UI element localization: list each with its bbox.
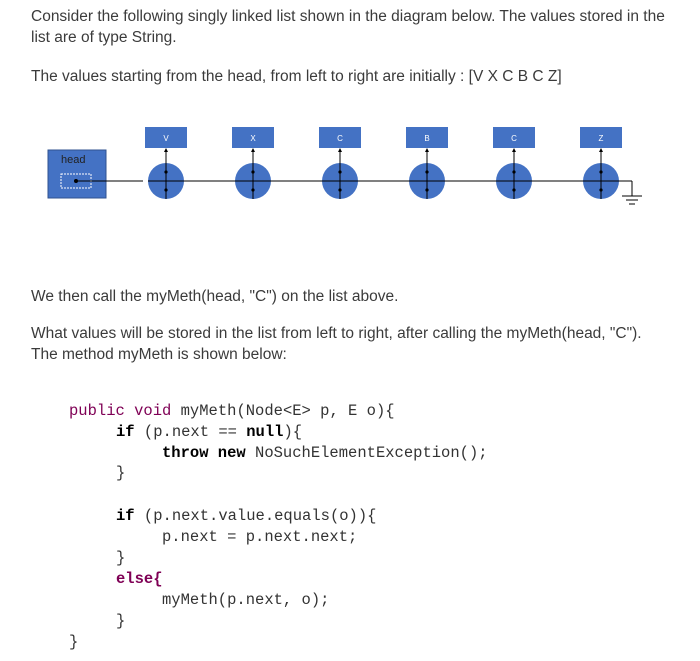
code-line-4: }	[116, 464, 126, 482]
node-value-label: B	[424, 134, 430, 143]
code-line-5: if (p.next.value.equals(o)){	[116, 507, 377, 525]
value-dot	[512, 170, 515, 173]
list-node	[406, 127, 496, 199]
next-dot	[164, 188, 167, 191]
value-dot	[599, 170, 602, 173]
code-line-9: myMeth(p.next, o);	[162, 591, 330, 609]
code-line-1: public void myMeth(Node<E> p, E o){	[69, 402, 395, 420]
value-dot	[425, 170, 428, 173]
arrow-head	[338, 148, 342, 152]
code-line-11: }	[69, 633, 79, 651]
question-text: What values will be stored in the list from left to right, after calling the myMeth(head, "C"). The method myMeth is shown below:	[31, 325, 642, 363]
list-node	[232, 127, 322, 199]
intro-text: Consider the following singly linked list shown in the diagram below. The values stored in the list are of type String.	[31, 8, 665, 46]
next-dot	[599, 188, 602, 191]
list-node	[145, 127, 235, 199]
node-value-label: V	[163, 134, 169, 143]
node-value-label: Z	[598, 134, 604, 143]
node-value-label: C	[511, 134, 517, 143]
head-label: head	[61, 154, 86, 166]
code-line-7: }	[116, 549, 126, 567]
list-node	[580, 127, 622, 199]
arrow-head	[599, 148, 603, 152]
arrow-head	[425, 148, 429, 152]
list-node	[319, 127, 409, 199]
next-dot	[425, 188, 428, 191]
linked-list-diagram	[0, 118, 700, 218]
code-line-6: p.next = p.next.next;	[162, 528, 358, 546]
call-text: We then call the myMeth(head, "C") on the list above.	[31, 288, 399, 305]
next-dot	[251, 188, 254, 191]
next-dot	[338, 188, 341, 191]
arrow-head	[251, 148, 255, 152]
code-line-3: throw new NoSuchElementException();	[162, 444, 488, 462]
code-line-2: if (p.next == null){	[116, 423, 303, 441]
value-dot	[251, 170, 254, 173]
arrow-head	[164, 148, 168, 152]
node-value-label: C	[337, 134, 343, 143]
list-node	[493, 127, 583, 199]
next-dot	[512, 188, 515, 191]
value-dot	[338, 170, 341, 173]
node-value-label: X	[250, 134, 256, 143]
code-line-8: else{	[116, 570, 163, 588]
value-dot	[164, 170, 167, 173]
code-line-10: }	[116, 612, 126, 630]
initial-values-text: The values starting from the head, from left to right are initially : [V X C B C Z]	[31, 68, 562, 85]
arrow-head	[512, 148, 516, 152]
